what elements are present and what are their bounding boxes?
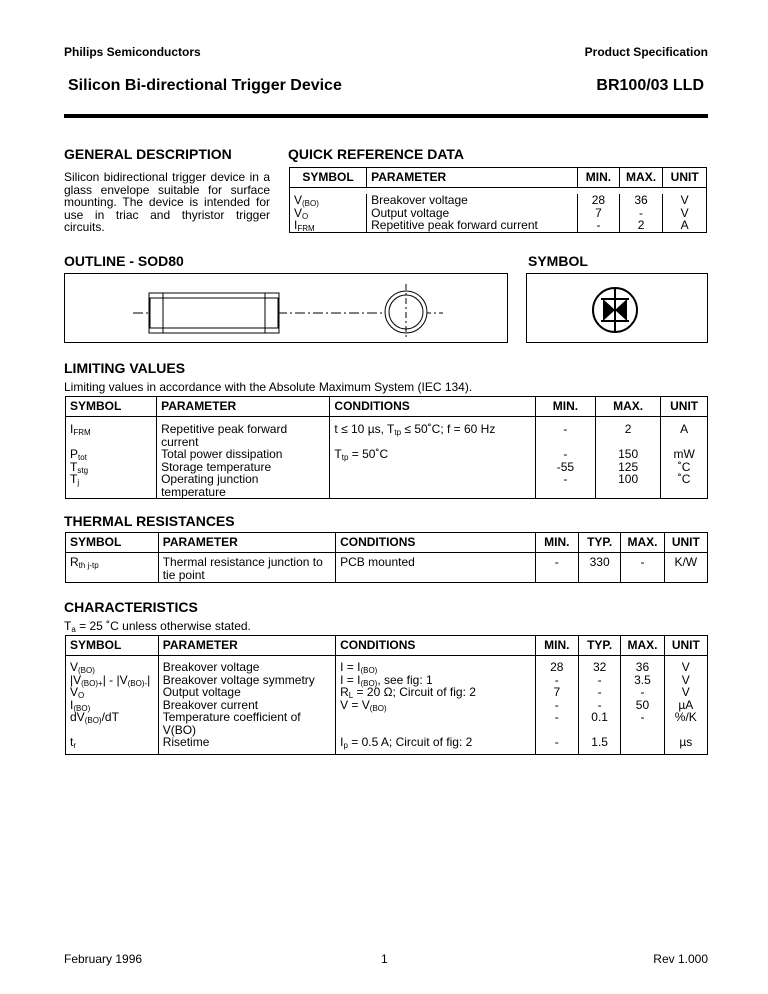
qrd-unit: A [663,219,707,232]
thermal-heading: THERMAL RESISTANCES [64,513,235,529]
qrd-row [290,219,707,232]
th-unit: K/W [664,553,707,583]
char-intro: $T_a = 25$ ˚C unless otherwise stated. [64,619,251,634]
qrd-min: 7 [578,207,620,220]
qrd-table [289,167,707,233]
ch-conditions: $I = I_{(BO)}$ $I = I_{(BO)}$, see fig: 1 $R_L = 20$ Ω; Circuit of fig: 2 $V = V_{(BO)}$ $I_p = 0.5$ A; Circuit of fig: 2 [336,656,536,755]
footer-date: February 1996 [64,952,143,966]
qrd-param: Repetitive peak forward current [367,219,578,232]
qrd-param: Output voltage [367,207,578,220]
qrd-col-symbol: SYMBOL [290,168,367,188]
ch-col-max: MAX. [621,636,664,656]
char-heading: CHARACTERISTICS [64,599,198,615]
th-param: Thermal resistance junction to tie point [158,553,335,583]
doc-type: Product Specification [584,45,708,59]
th-min: - [535,553,578,583]
qrd-max: 36 [619,194,663,207]
lv-min: - - -55 - [535,417,595,499]
sod80-outline-drawing [65,274,507,342]
qrd-row [290,194,707,207]
part-number: BR100/03 LLD [596,77,704,94]
th-symbol: $R_{th j-tp}$ [66,553,159,583]
thermal-table [65,532,708,583]
general-heading: GENERAL DESCRIPTION [64,146,232,162]
th-col-symbol: SYMBOL [66,533,159,553]
qrd-max: 2 [619,219,663,232]
limiting-intro: Limiting values in accordance with the Absolute Maximum System (IEC 134). [64,380,473,394]
company-name: Philips Semiconductors [64,45,201,59]
qrd-heading: QUICK REFERENCE DATA [288,146,465,162]
header-rule [64,114,708,118]
th-conditions: PCB mounted [336,553,536,583]
ch-max: 36 3.5 - 50 - [621,656,664,755]
lv-params: Repetitive peak forward current Total power dissipation Storage temperature Operating junction temperature [157,417,330,499]
qrd-symbol: $V_O$ [290,207,367,220]
th-max: - [621,553,664,583]
th-col-max: MAX. [621,533,664,553]
ch-col-typ: TYP. [578,636,620,656]
lv-conditions: t ≤ 10 µs, $T_{tp}$ ≤ 50˚C; f = 60 Hz $T_{tp}$ = 50˚C [330,417,535,499]
limiting-heading: LIMITING VALUES [64,360,186,376]
th-col-typ: TYP. [578,533,620,553]
th-col-conditions: CONDITIONS [336,533,536,553]
lv-col-min: MIN. [535,397,595,417]
symbol-box [526,273,708,343]
ch-col-symbol: SYMBOL [66,636,159,656]
symbol-heading: SYMBOL [528,253,588,269]
lv-col-symbol: SYMBOL [66,397,157,417]
ch-col-parameter: PARAMETER [158,636,335,656]
lv-col-max: MAX. [596,397,661,417]
th-typ: 330 [578,553,620,583]
qrd-min: - [578,219,620,232]
outline-drawing-box [64,273,508,343]
ch-unit: V V V µA %/K µs [664,656,707,755]
ch-col-min: MIN. [535,636,578,656]
th-col-parameter: PARAMETER [158,533,335,553]
qrd-col-parameter: PARAMETER [367,168,578,188]
lv-col-parameter: PARAMETER [157,397,330,417]
general-text: Silicon bidirectional trigger device in a glass envelope suitable for surface mounting. The device is intended for use in triac and thyristor trigger circuits. [64,170,270,234]
ch-min: 28 - 7 - - - [535,656,578,755]
qrd-min: 28 [578,194,620,207]
qrd-col-min: MIN. [578,168,620,188]
limiting-table [65,396,708,499]
lv-col-conditions: CONDITIONS [330,397,535,417]
qrd-max: - [619,207,663,220]
qrd-unit: V [663,194,707,207]
qrd-unit: V [663,207,707,220]
doc-title: Silicon Bi-directional Trigger Device [68,77,342,94]
footer-page: 1 [381,952,388,966]
ch-typ: 32 - - - 0.1 1.5 [578,656,620,755]
ch-symbols: $V_{(BO)}$ $|V_{(BO)+}| - |V_{(BO)-}|$ $V_O$ $I_{(BO)}$ $dV_{(BO)}/dT$ $t_r$ [66,656,159,755]
th-col-unit: UNIT [664,533,707,553]
footer-rev: Rev 1.000 [653,952,708,966]
th-col-min: MIN. [535,533,578,553]
lv-col-unit: UNIT [661,397,708,417]
ch-col-unit: UNIT [664,636,707,656]
qrd-param: Breakover voltage [367,194,578,207]
ch-params: Breakover voltage Breakover voltage symmetry Output voltage Breakover current Temperature coefficient of V(BO) Risetime [158,656,335,755]
lv-unit: A mW ˚C ˚C [661,417,708,499]
qrd-col-unit: UNIT [663,168,707,188]
qrd-col-max: MAX. [619,168,663,188]
outline-heading: OUTLINE - SOD80 [64,253,184,269]
qrd-symbol: $V_{(BO)}$ [290,194,367,207]
lv-symbols: $I_{FRM}$ $P_{tot}$ $T_{stg}$ $T_j$ [66,417,157,499]
lv-max: 2 150 125 100 [596,417,661,499]
diac-symbol [527,274,707,342]
ch-col-conditions: CONDITIONS [336,636,536,656]
qrd-symbol: $I_{FRM}$ [290,219,367,232]
char-table [65,635,708,755]
